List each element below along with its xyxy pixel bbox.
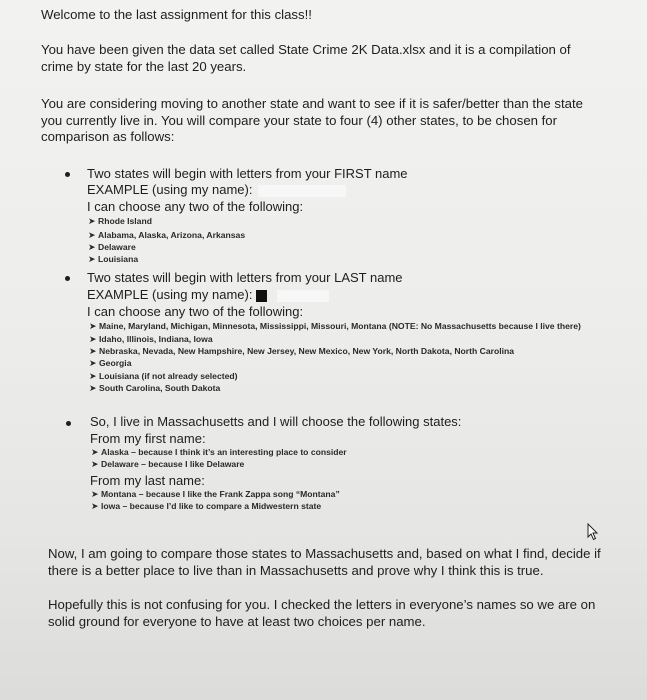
arrow-icon: ➤ <box>88 242 96 252</box>
list-item: ➤ Alabama, Alaska, Arizona, Arkansas <box>88 230 246 240</box>
arrow-icon: ➤ <box>89 346 97 356</box>
list-item: ➤ Louisiana <box>88 254 139 264</box>
first-name-rule: Two states will begin with letters from your FIRST name <box>87 166 408 181</box>
arrow-icon: ➤ <box>88 254 96 264</box>
arrow-icon: ➤ <box>89 334 97 344</box>
list-item: ➤ Montana – because I like the Frank Zappa song “Montana” <box>91 489 340 499</box>
intro-line: Welcome to the last assignment for this class!! <box>41 7 312 22</box>
bullet-dot <box>65 172 70 177</box>
list-item: ➤ Delaware – because I like Delaware <box>91 459 245 469</box>
list-item: ➤ Louisiana (if not already selected) <box>89 371 238 381</box>
arrow-icon: ➤ <box>91 459 99 469</box>
last-name-rule: Two states will begin with letters from your LAST name <box>87 270 403 285</box>
last-name-example: EXAMPLE (using my name): <box>87 287 329 303</box>
list-item: ➤ South Carolina, South Dakota <box>89 383 221 393</box>
bullet-dot <box>65 276 70 281</box>
arrow-icon: ➤ <box>89 371 97 381</box>
mouse-pointer-icon <box>586 523 600 541</box>
redacted-name <box>277 290 329 302</box>
redacted-initial <box>256 290 267 302</box>
list-item: ➤ Delaware <box>88 242 136 252</box>
dataset-paragraph: You have been given the data set called State Crime 2K Data.xlsx and it is a compilation of crime by state for the last 20 years. <box>41 42 571 74</box>
list-item: ➤ Alaska – because I think it’s an interesting place to consider <box>91 447 347 457</box>
list-item: ➤ Georgia <box>89 358 132 368</box>
arrow-icon: ➤ <box>91 447 99 457</box>
first-name-example: EXAMPLE (using my name): <box>87 182 346 198</box>
my-choice-intro: So, I live in Massachusetts and I will choose the following states: <box>90 414 462 429</box>
last-name-heading: From my last name: <box>90 473 205 488</box>
arrow-icon: ➤ <box>91 489 99 499</box>
list-item: ➤ Maine, Maryland, Michigan, Minnesota, Mississippi, Missouri, Montana (NOTE: No Massachusetts because I live there) <box>89 321 581 331</box>
redacted-name <box>258 185 346 197</box>
arrow-icon: ➤ <box>91 501 99 511</box>
comparison-paragraph: You are considering moving to another state and want to see if it is safer/better than the state you currently live in. You will compare your state to four (4) other states, to be chosen for comparison as follows: <box>41 96 583 144</box>
closing-paragraph: Hopefully this is not confusing for you. I checked the letters in everyone’s names so we are on solid ground for everyone to have at least two choices per name. <box>48 597 596 629</box>
arrow-icon: ➤ <box>88 216 96 226</box>
arrow-icon: ➤ <box>88 230 96 240</box>
first-name-choose: I can choose any two of the following: <box>87 199 304 214</box>
arrow-icon: ➤ <box>89 383 97 393</box>
arrow-icon: ➤ <box>89 358 97 368</box>
list-item: ➤ Nebraska, Nevada, New Hampshire, New Jersey, New Mexico, New York, North Dakota, North Carolina <box>89 346 515 356</box>
last-name-choose: I can choose any two of the following: <box>87 304 304 319</box>
conclusion-paragraph: Now, I am going to compare those states to Massachusetts and, based on what I find, decide if there is a better place to live than in Massachusetts and prove why I think this is true. <box>48 546 601 578</box>
list-item: ➤ Idaho, Illinois, Indiana, Iowa <box>89 334 213 344</box>
arrow-icon: ➤ <box>89 321 97 331</box>
bullet-dot <box>66 421 71 426</box>
list-item: ➤ Rhode Island <box>88 216 152 226</box>
first-name-heading: From my first name: <box>90 431 206 446</box>
list-item: ➤ Iowa – because I’d like to compare a Midwestern state <box>91 501 322 511</box>
